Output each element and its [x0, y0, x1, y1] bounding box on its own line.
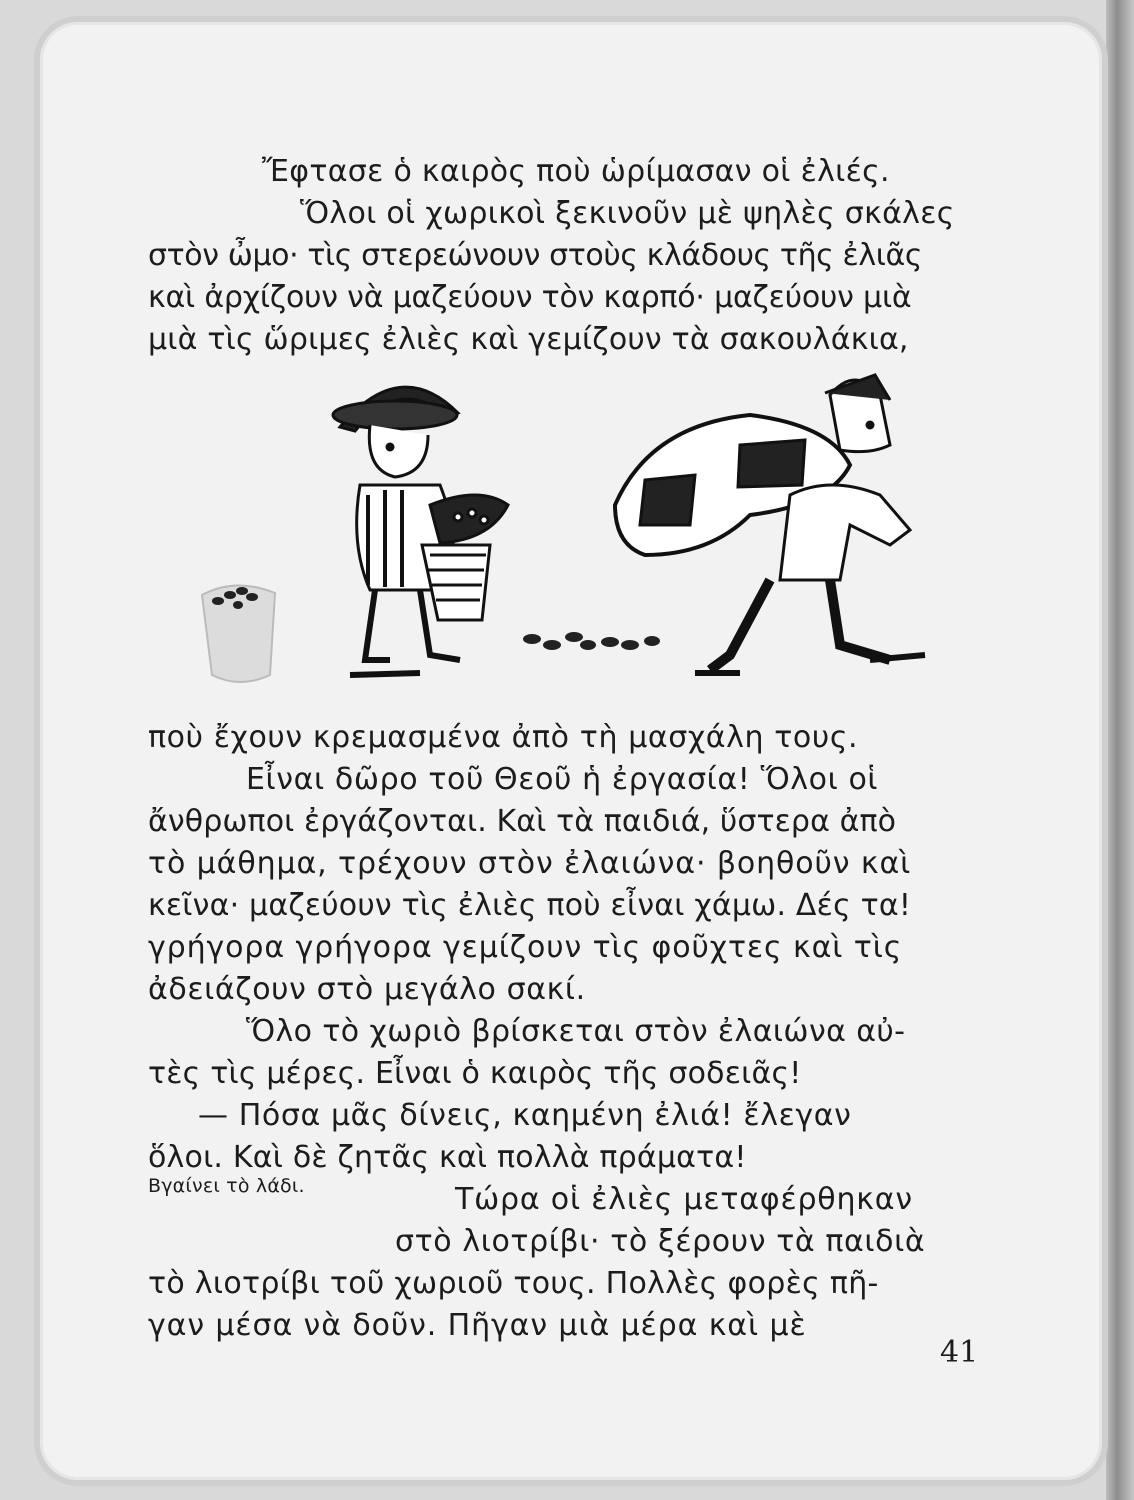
- text-line: κεῖνα· μαζεύουν τὶς ἐλιὲς ποὺ εἶναι χάμω. Δές τα!: [148, 888, 912, 923]
- text-line: Ἔφτασε ὁ καιρὸς ποὺ ὡρίμασαν οἱ ἐλιές.: [262, 154, 890, 189]
- fallen-olives: [523, 632, 660, 650]
- text-line: καὶ ἀρχίζουν νὰ μαζεύουν τὸν καρπό· μαζεύουν μιὰ: [148, 280, 912, 315]
- child-carrying-sack: [615, 375, 925, 673]
- text-line: Ὅλο τὸ χωριὸ βρίσκεται στὸν ἐλαιώνα αὐ-: [246, 1014, 906, 1049]
- text-line: τὸ μάθημα, τρέχουν στὸν ἐλαιώνα· βοηθοῦν καὶ: [148, 846, 912, 881]
- book-spine-shadow: [1106, 0, 1134, 1500]
- text-line: γρήγορα γρήγορα γεμίζουν τὶς φοῦχτες καὶ τὶς: [148, 930, 903, 965]
- text-line: στὸ λιοτρίβι· τὸ ξέρουν τὰ παιδιὰ: [395, 1224, 926, 1259]
- olive-pot: [202, 585, 275, 682]
- text-line: τὲς τὶς μέρες. Εἶναι ὁ καιρὸς τῆς σοδειᾶς!: [148, 1056, 802, 1091]
- page-number: 41: [940, 1335, 979, 1370]
- text-line: ἀδειάζουν στὸ μεγάλο σακί.: [148, 972, 586, 1007]
- text-line: ὅλοι. Καὶ δὲ ζητᾶς καὶ πολλὰ πράματα!: [148, 1140, 747, 1175]
- child-gathering-olives: [333, 387, 508, 675]
- text-line: — Πόσα μᾶς δίνεις, καημένη ἐλιά! ἔλεγαν: [198, 1098, 852, 1133]
- text-line: τὸ λιοτρίβι τοῦ χωριοῦ τους. Πολλὲς φορὲς πῆ-: [148, 1266, 879, 1301]
- text-line: Εἶναι δῶρο τοῦ Θεοῦ ἡ ἐργασία! Ὅλοι οἱ: [246, 762, 879, 797]
- text-line: ποὺ ἔχουν κρεμασμένα ἀπὸ τὴ μασχάλη τους.: [148, 720, 859, 755]
- text-line: Ὅλοι οἱ χωρικοὶ ξεκινοῦν μὲ ψηλὲς σκάλες: [300, 196, 955, 231]
- olive-harvest-illustration: [190, 355, 950, 695]
- text-line: στὸν ὦμο· τὶς στερεώνουν στοὺς κλάδους τῆς ἐλιᾶς: [148, 238, 923, 273]
- text-line: ἄνθρωποι ἐργάζονται. Καὶ τὰ παιδιά, ὕστερα ἀπὸ: [148, 804, 897, 839]
- text-line: γαν μέσα νὰ δοῦν. Πῆγαν μιὰ μέρα καὶ μὲ: [148, 1308, 807, 1343]
- text-line: μιὰ τὶς ὥριμες ἐλιὲς καὶ γεμίζουν τὰ σακουλάκια,: [148, 322, 909, 357]
- illustration-caption: Βγαίνει τὸ λάδι.: [148, 1175, 305, 1197]
- text-line: Τώρα οἱ ἐλιὲς μεταφέρθηκαν: [455, 1182, 913, 1217]
